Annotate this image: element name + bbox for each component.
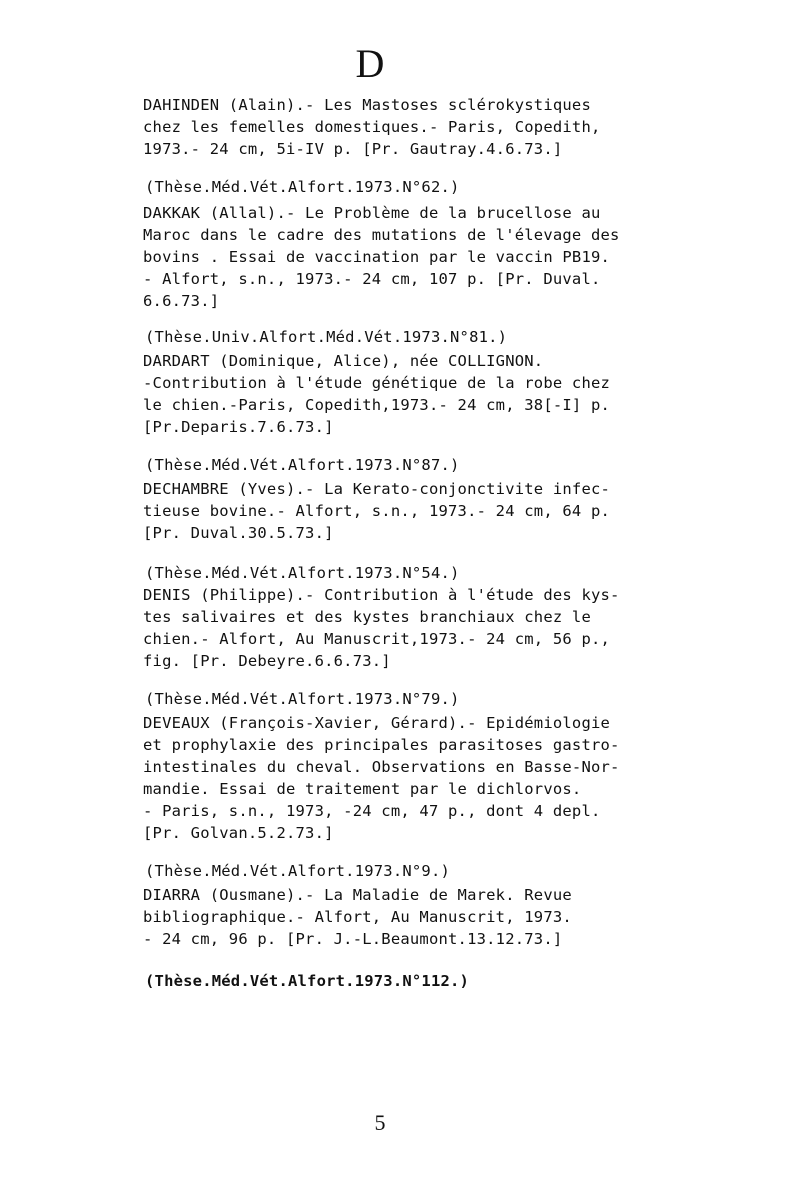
- thesis-reference: (Thèse.Méd.Vét.Alfort.1973.N°87.): [145, 456, 460, 474]
- section-letter: D: [355, 41, 385, 86]
- entry-line: mandie. Essai de traitement par le dichlorvos.: [143, 780, 582, 798]
- thesis-reference: (Thèse.Univ.Alfort.Méd.Vét.1973.N°81.): [145, 328, 508, 346]
- bibliography-entry: [143, 478, 683, 544]
- entry-line: tieuse bovine.- Alfort, s.n., 1973.- 24 cm, 64 p.: [143, 502, 611, 520]
- entry-line: [Pr. Golvan.5.2.73.]: [143, 824, 334, 842]
- bibliography-entry: [143, 94, 683, 160]
- thesis-reference: (Thèse.Méd.Vét.Alfort.1973.N°62.): [145, 178, 460, 196]
- entry-line: DAHINDEN (Alain).- Les Mastoses sclérokystiques: [143, 96, 591, 114]
- bibliography-entry: [143, 202, 683, 312]
- bibliography-entry: [143, 712, 683, 844]
- entry-line: Maroc dans le cadre des mutations de l'élevage des: [143, 226, 620, 244]
- entry-line: intestinales du cheval. Observations en Basse-Nor-: [143, 758, 620, 776]
- entry-line: - Paris, s.n., 1973, -24 cm, 47 p., dont 4 depl.: [143, 802, 601, 820]
- entry-line: DEVEAUX (François-Xavier, Gérard).- Epidémiologie: [143, 714, 611, 732]
- entry-line: bibliographique.- Alfort, Au Manuscrit, 1973.: [143, 908, 572, 926]
- entry-line: le chien.-Paris, Copedith,1973.- 24 cm, 38[-I] p.: [143, 396, 611, 414]
- bibliography-entry: [143, 884, 683, 950]
- entry-line: -Contribution à l'étude génétique de la robe chez: [143, 374, 611, 392]
- entry-line: DECHAMBRE (Yves).- La Kerato-conjonctivite infec-: [143, 480, 611, 498]
- entry-line: DIARRA (Ousmane).- La Maladie de Marek. Revue: [143, 886, 572, 904]
- entry-line: 6.6.73.]: [143, 292, 220, 310]
- thesis-reference: (Thèse.Méd.Vét.Alfort.1973.N°79.): [145, 690, 460, 708]
- entry-line: fig. [Pr. Debeyre.6.6.73.]: [143, 652, 391, 670]
- entry-line: 1973.- 24 cm, 5i-IV p. [Pr. Gautray.4.6.73.]: [143, 140, 563, 158]
- entry-line: [Pr. Duval.30.5.73.]: [143, 524, 334, 542]
- bibliography-entry: [143, 350, 683, 438]
- entry-line: DENIS (Philippe).- Contribution à l'étude des kys-: [143, 586, 620, 604]
- entry-line: DAKKAK (Allal).- Le Problème de la brucellose au: [143, 204, 601, 222]
- entry-line: bovins . Essai de vaccination par le vaccin PB19.: [143, 248, 611, 266]
- entry-line: [Pr.Deparis.7.6.73.]: [143, 418, 334, 436]
- entry-line: DARDART (Dominique, Alice), née COLLIGNON.: [143, 352, 544, 370]
- bibliography-entry: [143, 584, 683, 672]
- entry-line: chez les femelles domestiques.- Paris, Copedith,: [143, 118, 601, 136]
- entry-line: et prophylaxie des principales parasitoses gastro-: [143, 736, 620, 754]
- entry-line: tes salivaires et des kystes branchiaux chez le: [143, 608, 591, 626]
- thesis-reference: (Thèse.Méd.Vét.Alfort.1973.N°9.): [145, 862, 451, 880]
- thesis-reference: (Thèse.Méd.Vét.Alfort.1973.N°112.): [145, 972, 470, 990]
- thesis-reference: (Thèse.Méd.Vét.Alfort.1973.N°54.): [145, 564, 460, 582]
- page-number: 5: [374, 1110, 386, 1135]
- entry-line: - Alfort, s.n., 1973.- 24 cm, 107 p. [Pr. Duval.: [143, 270, 601, 288]
- entry-line: chien.- Alfort, Au Manuscrit,1973.- 24 cm, 56 p.,: [143, 630, 611, 648]
- entry-line: - 24 cm, 96 p. [Pr. J.-L.Beaumont.13.12.73.]: [143, 930, 563, 948]
